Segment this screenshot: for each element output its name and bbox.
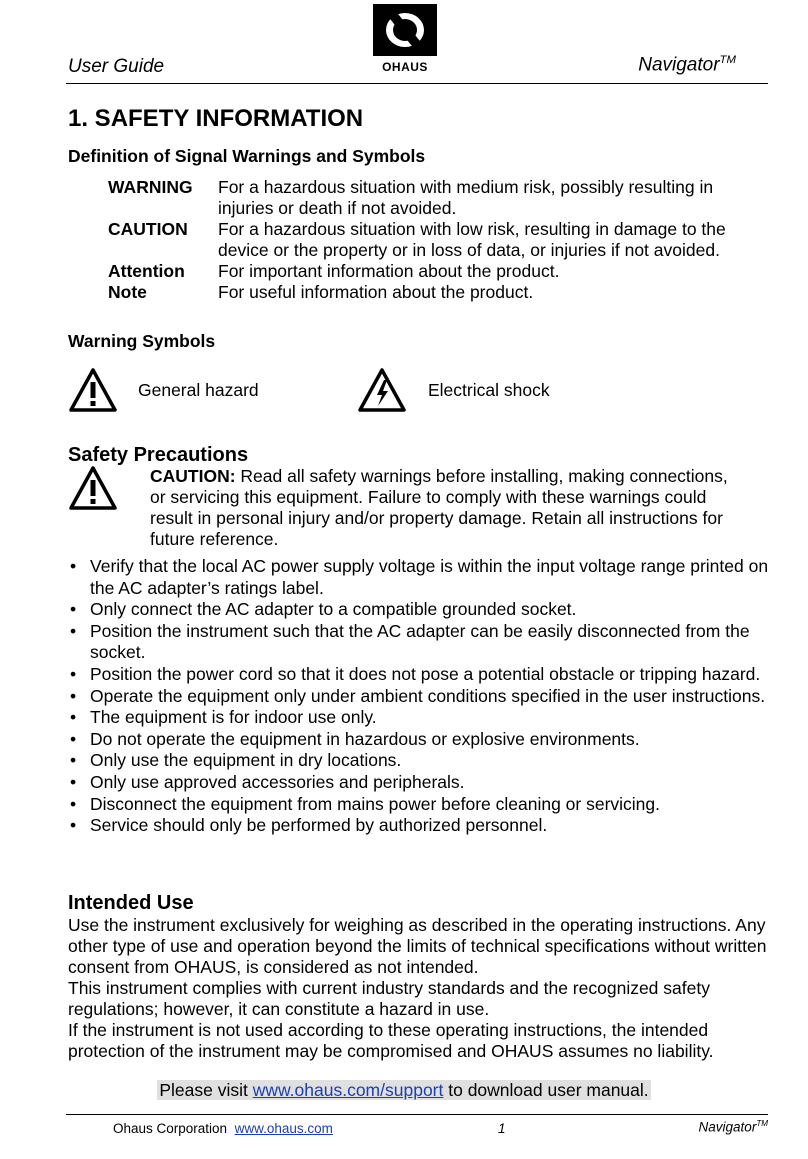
ohaus-logo [372,3,438,74]
logo-text: OHAUS [382,60,428,74]
footer-product-name: Navigator™ [698,1119,768,1135]
header-product-name: Navigator™ [638,54,736,76]
footer-page-number: 1 [498,1121,506,1136]
caution-text: Read all safety warnings before installing, making connections, or servicing this equipment. Failure to comply with these warnings could result in personal injury and/or property damage. Retain all instructions for future reference. [150,466,728,549]
list-item: • Disconnect the equipment from mains power before cleaning or servicing. [68,794,774,816]
signal-term: Attention [108,261,185,281]
signal-desc: For a hazardous situation with low risk, resulting in damage to the device or the property or in loss of data, or injuries if not avoided. [218,219,726,260]
list-item: • The equipment is for indoor use only. [68,707,774,729]
signal-row [108,282,758,303]
list-item: • Only use approved accessories and peripherals. [68,772,774,794]
general-hazard-icon [68,367,118,413]
list-item: • Only use the equipment in dry locations. [68,750,774,772]
signal-row [108,177,758,219]
intended-use-heading: Intended Use [68,892,194,914]
precautions-list [68,556,774,837]
signal-desc: For a hazardous situation with medium risk, possibly resulting in injuries or death if not avoided. [218,177,714,218]
list-item: • Operate the equipment only under ambient conditions specified in the user instructions. [68,686,774,708]
support-link[interactable]: www.ohaus.com/support [252,1080,444,1100]
list-item: • Position the instrument such that the AC adapter can be easily disconnected from the socket. [68,621,774,664]
list-item: • Verify that the local AC power supply voltage is within the input voltage range printed on the AC adapter’s ratings label. [68,556,774,599]
caution-label: CAUTION: [150,466,236,486]
electrical-shock-label: Electrical shock [428,380,550,400]
safety-precautions-heading: Safety Precautions [68,444,249,466]
support-notice: Please visit www.ohaus.com/support to download user manual. [159,1080,649,1100]
intended-use-body [68,915,780,1062]
signal-table [108,177,758,303]
footer-company: Ohaus Corporation www.ohaus.com [113,1121,333,1136]
list-item: • Only connect the AC adapter to a compatible grounded socket. [68,599,774,621]
signal-term: WARNING [108,177,193,197]
list-item: • Position the power cord so that it does not pose a potential obstacle or tripping hazard. [68,664,774,686]
ohaus-logo-icon [372,3,438,57]
caution-hazard-icon [68,465,118,511]
intended-use-paragraph: If the instrument is not used according to these operating instructions, the intended protection of the instrument may be compromised and OHAUS assumes no liability. [68,1020,714,1061]
signal-desc: For useful information about the product. [218,282,534,302]
header-doc-type: User Guide [68,56,165,77]
electrical-shock-icon [357,367,407,413]
intended-use-paragraph: This instrument complies with current industry standards and the recognized safety regulations; however, it can constitute a hazard in use. [68,978,710,1019]
footer-website-link[interactable]: www.ohaus.com [234,1121,333,1136]
header-rule [66,83,768,84]
footer-rule [66,1114,768,1115]
signal-term: CAUTION [108,219,188,239]
signal-row [108,261,758,282]
warning-symbols-heading: Warning Symbols [68,331,216,351]
general-hazard-label: General hazard [138,380,259,400]
signal-heading: Definition of Signal Warnings and Symbols [68,146,426,166]
list-item: • Service should only be performed by authorized personnel. [68,815,774,837]
signal-term: Note [108,282,147,302]
signal-desc: For important information about the product. [218,261,560,281]
signal-row [108,219,758,261]
page-title: 1. SAFETY INFORMATION [68,105,364,132]
caution-paragraph [150,466,740,550]
list-item: • Do not operate the equipment in hazardous or explosive environments. [68,729,774,751]
intended-use-paragraph: Use the instrument exclusively for weighing as described in the operating instructions. Any other type of use and operation beyond the limits of technical specifications without written consent from OHAUS, is considered as not intended. [68,915,767,977]
